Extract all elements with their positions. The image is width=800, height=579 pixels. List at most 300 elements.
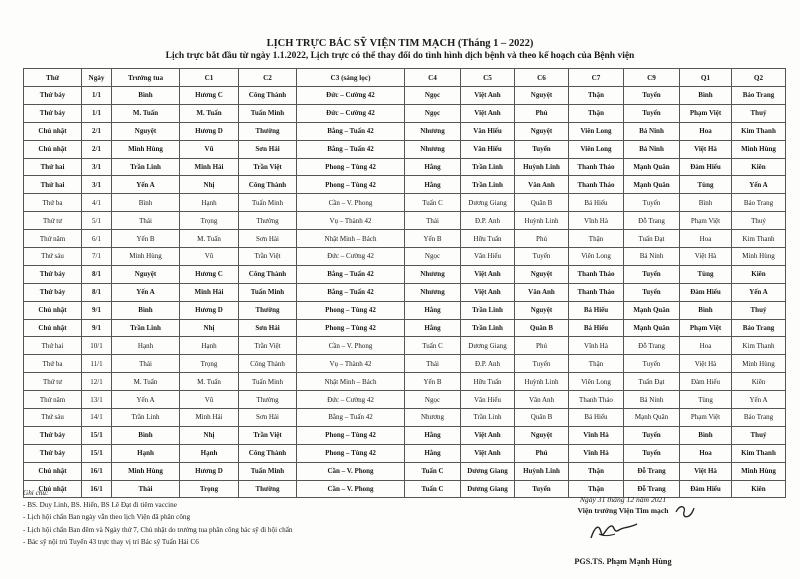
- table-cell: Trần Linh: [461, 319, 515, 337]
- table-cell: Bình: [680, 87, 732, 105]
- signature-role: Viện trưởng Viện Tim mạch: [577, 506, 669, 515]
- table-row: [24, 391, 786, 409]
- table-cell: Thứ bảy: [24, 265, 82, 283]
- table-cell: Thanh Thảo: [569, 283, 624, 301]
- table-cell: Tuấn Minh: [239, 194, 297, 212]
- table-cell: Đ.P. Anh: [461, 355, 515, 373]
- table-cell: Thứ bảy: [24, 283, 82, 301]
- table-cell: Sơn Hải: [239, 230, 297, 248]
- table-cell: Bá Hiếu: [569, 194, 624, 212]
- table-cell: Hằng: [405, 426, 461, 444]
- table-row: [24, 462, 786, 480]
- table-cell: Thứ năm: [24, 391, 82, 409]
- table-cell: Thường: [239, 480, 297, 498]
- table-cell: Trọng: [180, 212, 239, 230]
- table-cell: Vũ: [180, 248, 239, 266]
- table-cell: Tuấn C: [405, 480, 461, 498]
- table-cell: Thuý: [732, 426, 786, 444]
- table-cell: Quân B: [515, 319, 569, 337]
- table-cell: Thanh Thảo: [569, 265, 624, 283]
- table-cell: Bình: [112, 194, 180, 212]
- table-cell: Trần Linh: [112, 409, 180, 427]
- table-cell: Kiên: [732, 158, 786, 176]
- note-item: - Bác sỹ nội trú Tuyến 43 trực thay vị trí Bác sỹ Tuấn Hải C6: [23, 537, 199, 546]
- table-cell: Hằng: [405, 444, 461, 462]
- table-cell: Văn Hiếu: [461, 140, 515, 158]
- table-cell: M. Tuấn: [180, 373, 239, 391]
- table-cell: Bình: [680, 426, 732, 444]
- table-cell: Dương Giang: [461, 194, 515, 212]
- table-cell: Nhị: [180, 176, 239, 194]
- table-cell: Minh Hải: [180, 409, 239, 427]
- table-cell: Minh Hải: [180, 283, 239, 301]
- table-cell: Đức – Cường 42: [297, 248, 405, 266]
- table-cell: Bảo Trang: [732, 409, 786, 427]
- table-cell: Trần Linh: [461, 301, 515, 319]
- table-cell: Tùng: [680, 176, 732, 194]
- table-cell: Thái: [405, 355, 461, 373]
- table-cell: Nguyệt: [515, 265, 569, 283]
- table-cell: Quân B: [515, 194, 569, 212]
- table-cell: Tuấn Minh: [239, 373, 297, 391]
- table-cell: Ngọc: [405, 248, 461, 266]
- table-cell: Đức – Cường 42: [297, 104, 405, 122]
- table-cell: Chủ nhật: [24, 122, 82, 140]
- table-cell: Trần Linh: [112, 319, 180, 337]
- table-cell: Cần – V. Phong: [297, 480, 405, 498]
- table-cell: Bá Ninh: [624, 248, 680, 266]
- table-cell: Vũ: [180, 391, 239, 409]
- table-cell: 3/1: [82, 176, 112, 194]
- signature-date: Ngày 31 tháng 12 năm 2021: [579, 495, 667, 504]
- table-cell: Tuấn Minh: [239, 283, 297, 301]
- table-cell: Tuấn Minh: [239, 104, 297, 122]
- table-cell: Phú: [515, 104, 569, 122]
- table-cell: Viên Long: [569, 122, 624, 140]
- table-cell: Thứ sáu: [24, 409, 82, 427]
- table-cell: Kiên: [732, 480, 786, 498]
- table-cell: Phong – Tùng 42: [297, 426, 405, 444]
- table-cell: Trần Linh: [461, 409, 515, 427]
- table-cell: Hương C: [180, 265, 239, 283]
- table-cell: Đức – Cường 42: [297, 391, 405, 409]
- table-cell: Đỗ Trang: [624, 462, 680, 480]
- table-cell: Trọng: [180, 355, 239, 373]
- table-cell: Minh Hùng: [112, 462, 180, 480]
- table-cell: Nhương: [405, 283, 461, 301]
- table-cell: Hoa: [680, 230, 732, 248]
- table-cell: Kim Thanh: [732, 230, 786, 248]
- table-cell: Thái: [112, 212, 180, 230]
- table-cell: Viên Long: [569, 248, 624, 266]
- table-cell: Đàm Hiếu: [680, 158, 732, 176]
- table-cell: Hương D: [180, 122, 239, 140]
- table-cell: Yến B: [112, 230, 180, 248]
- table-cell: Phong – Tùng 42: [297, 319, 405, 337]
- table-cell: Hoa: [680, 444, 732, 462]
- table-cell: 1/1: [82, 104, 112, 122]
- table-cell: Bá Hiếu: [569, 319, 624, 337]
- table-cell: Nhương: [405, 265, 461, 283]
- table-cell: Hằng: [405, 301, 461, 319]
- table-cell: Cần – V. Phong: [297, 337, 405, 355]
- column-header: C4: [405, 69, 461, 87]
- table-cell: 1/1: [82, 87, 112, 105]
- table-cell: Tuấn C: [405, 337, 461, 355]
- table-cell: Yến A: [112, 283, 180, 301]
- table-cell: Đỗ Trang: [624, 480, 680, 498]
- table-cell: Huỳnh Linh: [515, 373, 569, 391]
- table-cell: Hương C: [180, 87, 239, 105]
- table-cell: Mạnh Quân: [624, 301, 680, 319]
- table-cell: Bằng – Tuấn 42: [297, 122, 405, 140]
- table-cell: Cần – V. Phong: [297, 462, 405, 480]
- table-cell: Yến A: [112, 391, 180, 409]
- table-cell: Yến B: [405, 373, 461, 391]
- note-item: - Lịch hội chẩn Ban đêm và Ngày thứ 7, Chủ nhật do trưởng tua phân công bác sỹ đi hội chẩn: [23, 525, 293, 534]
- table-cell: Công Thành: [239, 355, 297, 373]
- column-header: C1: [180, 69, 239, 87]
- table-row: [24, 319, 786, 337]
- table-cell: Trần Linh: [461, 176, 515, 194]
- table-cell: Hằng: [405, 319, 461, 337]
- table-cell: 5/1: [82, 212, 112, 230]
- table-cell: Bá Ninh: [624, 391, 680, 409]
- table-cell: Nguyệt: [515, 122, 569, 140]
- table-cell: Huỳnh Linh: [515, 158, 569, 176]
- table-cell: Thứ bảy: [24, 444, 82, 462]
- table-cell: 11/1: [82, 355, 112, 373]
- table-cell: Đàm Hiếu: [680, 480, 732, 498]
- table-cell: Dương Giang: [461, 480, 515, 498]
- table-row: [24, 248, 786, 266]
- table-cell: Thận: [569, 480, 624, 498]
- table-row: [24, 265, 786, 283]
- column-header: Q1: [680, 69, 732, 87]
- table-cell: Văn Hiếu: [461, 391, 515, 409]
- table-cell: Trần Linh: [461, 158, 515, 176]
- table-cell: Phong – Tùng 42: [297, 158, 405, 176]
- table-row: [24, 426, 786, 444]
- table-cell: Tuyến: [515, 140, 569, 158]
- table-cell: Thanh Thảo: [569, 176, 624, 194]
- table-cell: Tuấn Đạt: [624, 230, 680, 248]
- table-cell: Công Thành: [239, 87, 297, 105]
- table-cell: Phạm Việt: [680, 319, 732, 337]
- table-cell: Nhật Minh – Bách: [297, 373, 405, 391]
- table-cell: Trần Linh: [112, 158, 180, 176]
- table-cell: 12/1: [82, 373, 112, 391]
- table-cell: Kiên: [732, 265, 786, 283]
- column-header: C2: [239, 69, 297, 87]
- table-cell: Bá Hiếu: [569, 301, 624, 319]
- table-cell: Tuyến: [624, 444, 680, 462]
- table-cell: Hữu Tuấn: [461, 373, 515, 391]
- table-cell: Chủ nhật: [24, 480, 82, 498]
- table-cell: Kim Thanh: [732, 444, 786, 462]
- table-cell: Tùng: [680, 391, 732, 409]
- table-cell: 2/1: [82, 122, 112, 140]
- table-cell: Dương Giang: [461, 462, 515, 480]
- table-cell: Phong – Tùng 42: [297, 176, 405, 194]
- table-cell: M. Tuấn: [180, 104, 239, 122]
- table-cell: Ngọc: [405, 104, 461, 122]
- table-cell: Hạnh: [112, 337, 180, 355]
- table-cell: Trần Việt: [239, 248, 297, 266]
- table-cell: Thuý: [732, 104, 786, 122]
- table-cell: Vụ – Thành 42: [297, 355, 405, 373]
- table-cell: Thứ ba: [24, 355, 82, 373]
- page-title: LỊCH TRỰC BÁC SỸ VIỆN TIM MẠCH (Tháng 1 – 2022): [266, 38, 534, 49]
- table-cell: Văn Anh: [515, 283, 569, 301]
- table-cell: 14/1: [82, 409, 112, 427]
- table-cell: Huỳnh Linh: [515, 212, 569, 230]
- table-cell: Nhị: [180, 426, 239, 444]
- table-row: [24, 87, 786, 105]
- table-cell: Thái: [405, 212, 461, 230]
- note-item: - Lịch hội chẩn Ban ngày vẫn theo lịch Viện đã phân công: [23, 513, 191, 522]
- table-cell: Đỗ Trang: [624, 212, 680, 230]
- table-cell: Nguyệt: [515, 87, 569, 105]
- table-cell: Bá Ninh: [624, 122, 680, 140]
- table-cell: Thường: [239, 212, 297, 230]
- handwritten-signature: [585, 518, 645, 544]
- table-cell: Minh Hùng: [732, 248, 786, 266]
- table-cell: Bình: [112, 426, 180, 444]
- column-header: Thứ: [24, 69, 82, 87]
- table-cell: Huỳnh Linh: [515, 462, 569, 480]
- initial-mark: [672, 500, 698, 526]
- table-cell: Nhương: [405, 409, 461, 427]
- signature-name: PGS.TS. Phạm Mạnh Hùng: [574, 557, 672, 566]
- table-cell: Trọng: [180, 480, 239, 498]
- table-cell: Tuyến: [515, 355, 569, 373]
- table-cell: Kim Thanh: [732, 122, 786, 140]
- table-cell: Việt Anh: [461, 87, 515, 105]
- table-cell: Hạnh: [112, 444, 180, 462]
- table-cell: Yến B: [405, 230, 461, 248]
- table-cell: Nhương: [405, 122, 461, 140]
- table-cell: Sơn Hải: [239, 140, 297, 158]
- table-cell: Thường: [239, 122, 297, 140]
- table-row: [24, 301, 786, 319]
- table-cell: Vĩnh Hà: [569, 337, 624, 355]
- table-cell: 2/1: [82, 140, 112, 158]
- table-cell: Chủ nhật: [24, 462, 82, 480]
- column-header: C3 (sáng lọc): [297, 69, 405, 87]
- table-cell: Tuyến: [624, 283, 680, 301]
- table-cell: Tuyến: [624, 104, 680, 122]
- table-cell: M. Tuấn: [112, 373, 180, 391]
- table-cell: Sơn Hải: [239, 319, 297, 337]
- table-cell: Hương D: [180, 462, 239, 480]
- table-cell: Hương D: [180, 301, 239, 319]
- table-cell: Bình: [112, 87, 180, 105]
- table-cell: Hằng: [405, 176, 461, 194]
- table-cell: Tuyến: [515, 248, 569, 266]
- table-cell: Yến A: [732, 391, 786, 409]
- table-cell: Thường: [239, 301, 297, 319]
- table-cell: Thái: [112, 355, 180, 373]
- column-header: C6: [515, 69, 569, 87]
- table-cell: Minh Hùng: [732, 140, 786, 158]
- table-cell: Văn Anh: [515, 391, 569, 409]
- table-cell: Ngọc: [405, 391, 461, 409]
- table-cell: Kiên: [732, 373, 786, 391]
- table-cell: Mạnh Quân: [624, 158, 680, 176]
- table-cell: Sơn Hải: [239, 409, 297, 427]
- table-cell: Phạm Việt: [680, 212, 732, 230]
- table-cell: Thận: [569, 230, 624, 248]
- table-cell: Đàm Hiếu: [680, 283, 732, 301]
- table-row: [24, 194, 786, 212]
- table-cell: Việt Anh: [461, 283, 515, 301]
- table-cell: Thứ tư: [24, 212, 82, 230]
- table-cell: Bằng – Tuấn 42: [297, 265, 405, 283]
- table-cell: Thứ bảy: [24, 104, 82, 122]
- table-cell: Việt Hà: [680, 248, 732, 266]
- table-cell: Tuấn Đạt: [624, 373, 680, 391]
- table-cell: 16/1: [82, 462, 112, 480]
- table-cell: Nhị: [180, 319, 239, 337]
- notes-title: Ghi chú:: [23, 489, 49, 497]
- table-cell: Thứ bảy: [24, 87, 82, 105]
- table-cell: Trần Việt: [239, 337, 297, 355]
- table-row: [24, 409, 786, 427]
- table-cell: Phạm Việt: [680, 409, 732, 427]
- table-cell: Mạnh Quân: [624, 176, 680, 194]
- table-cell: Thuý: [732, 212, 786, 230]
- table-cell: Việt Hà: [680, 355, 732, 373]
- table-cell: Thứ sáu: [24, 248, 82, 266]
- table-cell: Đàm Hiếu: [680, 373, 732, 391]
- table-cell: 16/1: [82, 480, 112, 498]
- table-cell: Bằng – Tuấn 42: [297, 409, 405, 427]
- table-cell: 9/1: [82, 301, 112, 319]
- table-cell: Yến A: [732, 176, 786, 194]
- table-cell: Thường: [239, 391, 297, 409]
- table-cell: Thứ năm: [24, 230, 82, 248]
- table-cell: Thứ hai: [24, 337, 82, 355]
- table-row: [24, 140, 786, 158]
- table-cell: Vũ: [180, 140, 239, 158]
- table-cell: Văn Anh: [515, 176, 569, 194]
- table-cell: Nhật Minh – Bách: [297, 230, 405, 248]
- table-cell: Minh Hùng: [732, 355, 786, 373]
- table-cell: Văn Hiếu: [461, 248, 515, 266]
- table-cell: Bá Hiếu: [569, 409, 624, 427]
- table-cell: Thận: [569, 87, 624, 105]
- page-subtitle: Lịch trực bắt đầu từ ngày 1.1.2022, Lịch trực có thể thay đổi do tình hình dịch bệnh và theo kế hoạch của Bệnh viện: [165, 51, 635, 61]
- table-cell: Thận: [569, 462, 624, 480]
- table-cell: Phú: [515, 230, 569, 248]
- table-cell: Việt Anh: [461, 426, 515, 444]
- table-cell: Phong – Tùng 42: [297, 444, 405, 462]
- table-cell: Bảo Trang: [732, 87, 786, 105]
- table-cell: Hạnh: [180, 444, 239, 462]
- table-cell: Trần Việt: [239, 158, 297, 176]
- table-cell: Tuấn Minh: [239, 462, 297, 480]
- table-cell: Thận: [569, 104, 624, 122]
- table-cell: Công Thành: [239, 265, 297, 283]
- table-cell: Yến A: [112, 176, 180, 194]
- table-cell: Đỗ Trang: [624, 337, 680, 355]
- column-header: Trưởng tua: [112, 69, 180, 87]
- table-cell: Bình: [680, 301, 732, 319]
- table-cell: Việt Anh: [461, 104, 515, 122]
- table-row: [24, 355, 786, 373]
- table-cell: 9/1: [82, 319, 112, 337]
- table-row: [24, 158, 786, 176]
- table-cell: Viên Long: [569, 140, 624, 158]
- table-cell: Đức – Cường 42: [297, 87, 405, 105]
- table-cell: Chủ nhật: [24, 301, 82, 319]
- table-cell: Trần Việt: [239, 426, 297, 444]
- table-header-row: [24, 69, 786, 87]
- table-row: [24, 444, 786, 462]
- table-cell: 3/1: [82, 158, 112, 176]
- table-cell: Tuấn C: [405, 194, 461, 212]
- table-cell: Viên Long: [569, 373, 624, 391]
- table-cell: Thận: [569, 355, 624, 373]
- table-cell: Tuyến: [624, 265, 680, 283]
- table-cell: Chủ nhật: [24, 140, 82, 158]
- table-cell: Nhương: [405, 140, 461, 158]
- table-cell: Thanh Thảo: [569, 391, 624, 409]
- table-cell: Đ.P. Anh: [461, 212, 515, 230]
- table-cell: Tuyến: [515, 480, 569, 498]
- table-cell: 15/1: [82, 426, 112, 444]
- table-cell: M. Tuấn: [112, 104, 180, 122]
- table-cell: 15/1: [82, 444, 112, 462]
- table-cell: 13/1: [82, 391, 112, 409]
- table-cell: Hoa: [680, 337, 732, 355]
- table-row: [24, 212, 786, 230]
- column-header: C9: [624, 69, 680, 87]
- table-cell: Minh Hùng: [732, 462, 786, 480]
- table-row: [24, 373, 786, 391]
- table-cell: Phú: [515, 444, 569, 462]
- table-cell: Thứ hai: [24, 158, 82, 176]
- table-cell: Nguyệt: [515, 301, 569, 319]
- table-row: [24, 337, 786, 355]
- table-cell: Thanh Thảo: [569, 158, 624, 176]
- column-header: Q2: [732, 69, 786, 87]
- table-cell: 10/1: [82, 337, 112, 355]
- table-cell: Tuyến: [624, 87, 680, 105]
- table-cell: Công Thành: [239, 176, 297, 194]
- table-cell: Nguyệt: [112, 265, 180, 283]
- table-cell: Vĩnh Hà: [569, 212, 624, 230]
- table-cell: Thái: [112, 480, 180, 498]
- table-cell: Việt Hà: [680, 140, 732, 158]
- table-cell: Bình: [112, 301, 180, 319]
- table-cell: Thứ hai: [24, 176, 82, 194]
- table-cell: Bảo Trang: [732, 194, 786, 212]
- table-cell: Tùng: [680, 265, 732, 283]
- note-item: - BS. Duy Linh, BS. Hiển, BS Lê Đạt đi tiêm vaccine: [23, 501, 177, 510]
- table-cell: Hằng: [405, 158, 461, 176]
- schedule-table: [23, 68, 786, 498]
- table-cell: Yến A: [732, 283, 786, 301]
- table-cell: Hạnh: [180, 194, 239, 212]
- table-row: [24, 283, 786, 301]
- table-cell: Bằng – Tuấn 42: [297, 140, 405, 158]
- table-cell: Tuyến: [624, 194, 680, 212]
- table-cell: Việt Anh: [461, 265, 515, 283]
- table-cell: Tuấn C: [405, 462, 461, 480]
- table-cell: 4/1: [82, 194, 112, 212]
